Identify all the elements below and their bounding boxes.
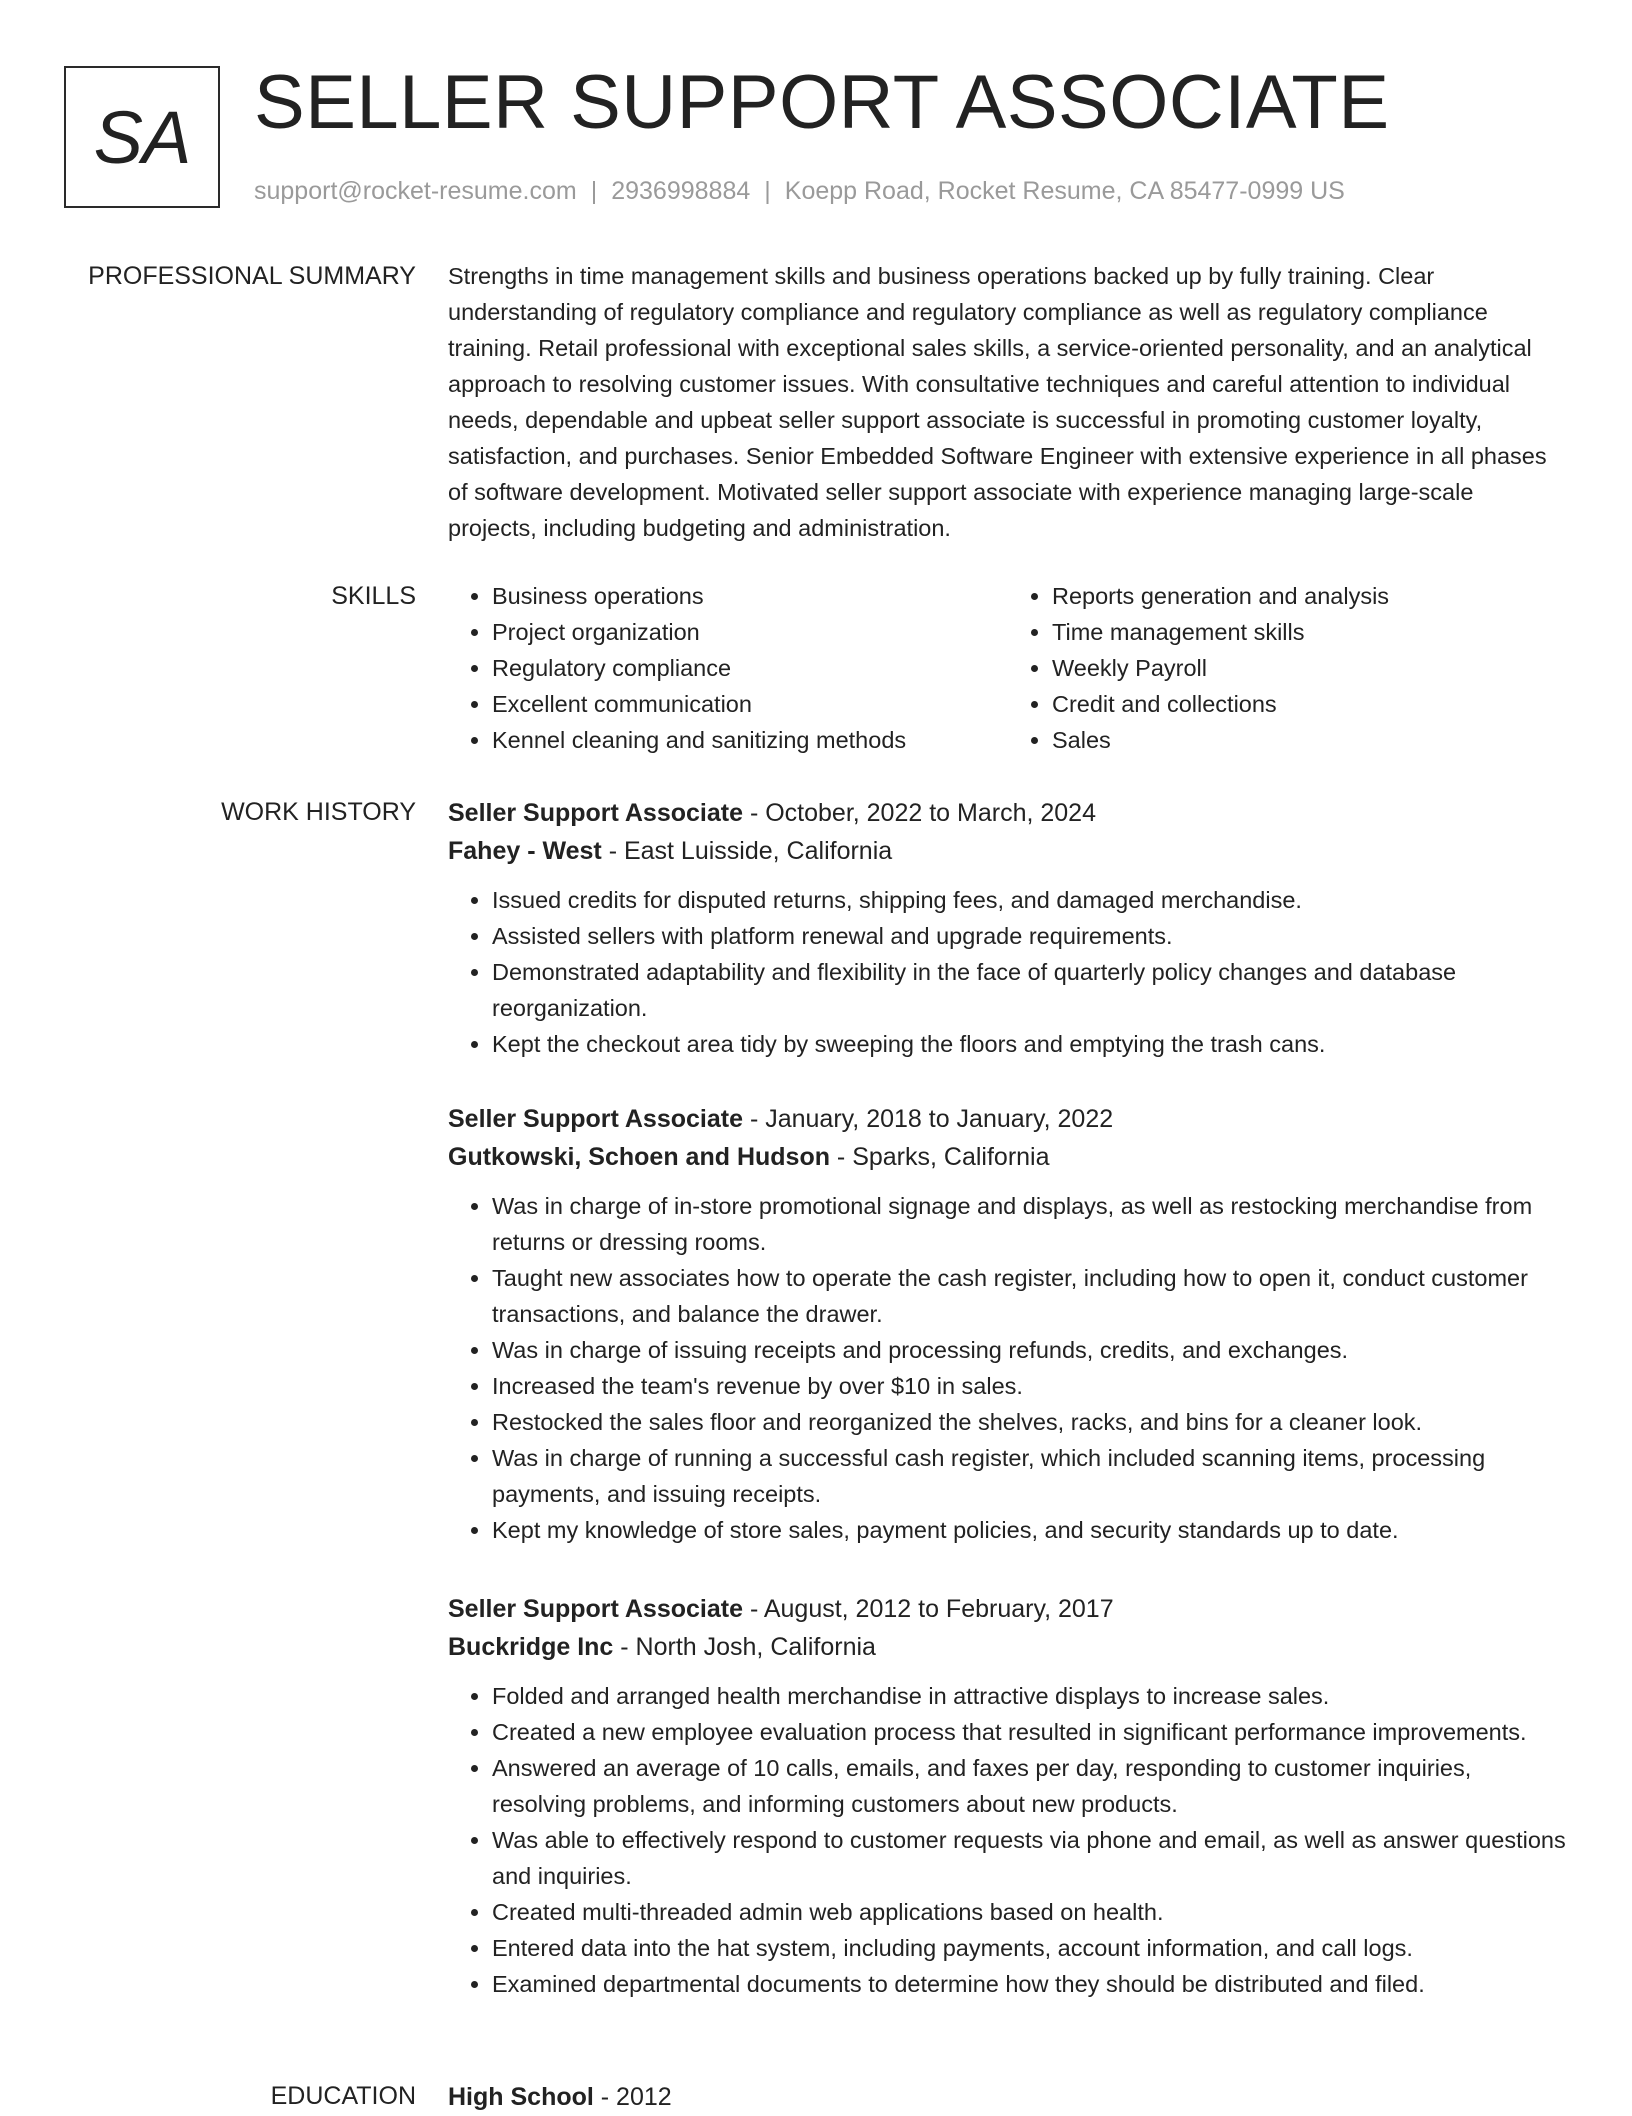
skills-list-right: [1008, 578, 1568, 758]
job-bullet: • Was in charge of issuing receipts and processing refunds, credits, and exchanges.: [492, 1332, 1568, 1368]
job-bullet: • Examined departmental documents to determine how they should be distributed and filed.: [492, 1966, 1568, 2002]
job-body: [448, 794, 1568, 1062]
summary-text: Strengths in time management skills and business operations backed up by fully training. Clear understanding of regulatory compliance and regulatory compliance as well as regulatory compliance training. Retail professional with exceptional sales skills, a service-oriented personality, and an analytical approach to resolving customer issues. With consultative techniques and careful attention to individual needs, dependable and upbeat seller support associate is successful in promoting customer loyalty, satisfaction, and purchases. Senior Embedded Software Engineer with extensive experience in all phases of software development. Motivated seller support associate with experience managing large-scale projects, including budgeting and administration.: [448, 263, 1547, 541]
job-location: - Sparks, California: [829, 1143, 1050, 1171]
skills-body: [448, 578, 1568, 758]
job-title-line: [448, 1100, 1568, 1138]
skill-item: • Sales: [1052, 722, 1568, 758]
job-company: Gutkowski, Schoen and Hudson: [448, 1143, 830, 1171]
job-bullet: • Folded and arranged health merchandise in attractive displays to increase sales.: [492, 1678, 1568, 1714]
job-bullet: • Created a new employee evaluation process that resulted in significant performance improvements.: [492, 1714, 1568, 1750]
job-body: [448, 1100, 1568, 1548]
education-year: - 2012: [593, 2083, 672, 2111]
skill-item: • Credit and collections: [1052, 686, 1568, 722]
page-title: SELLER SUPPORT ASSOCIATE: [254, 60, 1390, 145]
job-dates: - October, 2022 to March, 2024: [743, 799, 1096, 827]
job-company-line: [448, 1138, 1568, 1176]
job-bullet: • Kept my knowledge of store sales, payment policies, and security standards up to date.: [492, 1512, 1568, 1548]
skill-item: • Time management skills: [1052, 614, 1568, 650]
job-company-line: [448, 832, 1568, 870]
job-bullet: • Was in charge of running a successful cash register, which included scanning items, processing payments, and issuing receipts.: [492, 1440, 1568, 1512]
section-label-summary: PROFESSIONAL SUMMARY: [88, 262, 416, 290]
job-bullet: • Demonstrated adaptability and flexibility in the face of quarterly policy changes and database reorganization.: [492, 954, 1568, 1026]
job-bullets: [448, 882, 1568, 1062]
job-title-line: [448, 1590, 1568, 1628]
education-body: [448, 2078, 1568, 2116]
education-degree: High School: [448, 2083, 594, 2111]
job-bullet: • Issued credits for disputed returns, shipping fees, and damaged merchandise.: [492, 882, 1568, 918]
contact-separator: |: [590, 177, 598, 205]
summary-body: [448, 258, 1568, 546]
skill-item: • Project organization: [492, 614, 1008, 650]
job-company-line: [448, 1628, 1568, 1666]
section-label-skills: SKILLS: [331, 582, 416, 610]
job-bullet: • Entered data into the hat system, including payments, account information, and call logs.: [492, 1930, 1568, 1966]
phone: 2936998884: [611, 177, 751, 205]
job-bullets: [448, 1188, 1568, 1548]
monogram: SA: [64, 66, 220, 208]
job-bullet: • Created multi-threaded admin web applications based on health.: [492, 1894, 1568, 1930]
job-bullet: • Answered an average of 10 calls, emails, and faxes per day, responding to customer inquiries, resolving problems, and informing customers about new products.: [492, 1750, 1568, 1822]
section-label-education: EDUCATION: [270, 2082, 416, 2110]
section-label-work: WORK HISTORY: [221, 798, 416, 826]
contact-line: [254, 174, 1345, 208]
job-dates: - August, 2012 to February, 2017: [743, 1595, 1114, 1623]
job-bullet: • Taught new associates how to operate the cash register, including how to open it, conduct customer transactions, and balance the drawer.: [492, 1260, 1568, 1332]
skill-item: • Regulatory compliance: [492, 650, 1008, 686]
job-company: Fahey - West: [448, 837, 602, 865]
job-bullet: • Kept the checkout area tidy by sweeping the floors and emptying the trash cans.: [492, 1026, 1568, 1062]
job-bullets: [448, 1678, 1568, 2002]
job-title-line: [448, 794, 1568, 832]
email: support@rocket-resume.com: [254, 177, 577, 205]
job-bullet: • Increased the team's revenue by over $10 in sales.: [492, 1368, 1568, 1404]
job-company: Buckridge Inc: [448, 1633, 614, 1661]
skill-item: • Weekly Payroll: [1052, 650, 1568, 686]
contact-separator: |: [764, 177, 771, 205]
skill-item: • Business operations: [492, 578, 1008, 614]
job-title: Seller Support Associate: [448, 1105, 743, 1133]
skill-item: • Excellent communication: [492, 686, 1008, 722]
job-dates: - January, 2018 to January, 2022: [743, 1105, 1114, 1133]
job-bullet: • Assisted sellers with platform renewal and upgrade requirements.: [492, 918, 1568, 954]
job-location: - East Luisside, California: [601, 837, 893, 865]
address: Koepp Road, Rocket Resume, CA 85477-0999 US: [784, 177, 1345, 205]
job-title: Seller Support Associate: [448, 799, 743, 827]
skills-list-left: [448, 578, 1008, 758]
job-title: Seller Support Associate: [448, 1595, 743, 1623]
job-location: - North Josh, California: [613, 1633, 876, 1661]
job-bullet: • Was in charge of in-store promotional signage and displays, as well as restocking merchandise from returns or dressing rooms.: [492, 1188, 1568, 1260]
education-line: [448, 2078, 1568, 2116]
job-bullet: • Was able to effectively respond to customer requests via phone and email, as well as answer questions and inquiries.: [492, 1822, 1568, 1894]
skill-item: • Reports generation and analysis: [1052, 578, 1568, 614]
job-bullet: • Restocked the sales floor and reorganized the shelves, racks, and bins for a cleaner look.: [492, 1404, 1568, 1440]
job-body: [448, 1590, 1568, 2002]
skill-item: • Kennel cleaning and sanitizing methods: [492, 722, 1008, 758]
